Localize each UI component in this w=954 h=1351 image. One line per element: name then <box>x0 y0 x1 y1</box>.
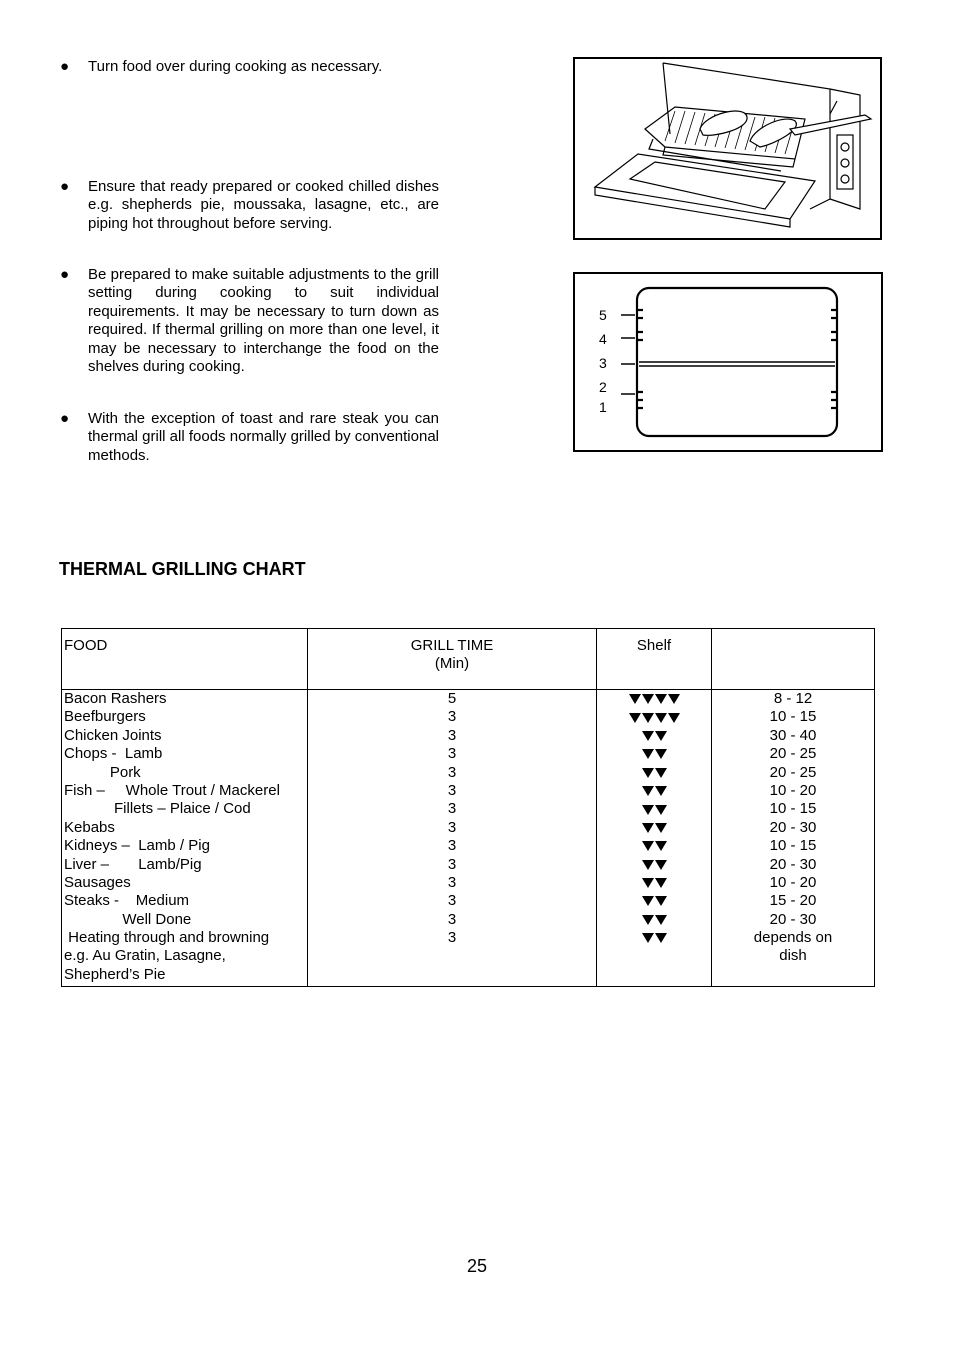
shelf-column <box>597 690 712 987</box>
shelf-marker <box>597 708 711 726</box>
header-empty <box>712 629 875 690</box>
shelf-marker <box>597 837 711 855</box>
time-value: 8 - 12 <box>773 690 813 707</box>
level-value: 3 <box>447 837 457 855</box>
triangle-icon <box>642 786 654 796</box>
food-line: Heating through and browning <box>64 929 270 947</box>
shelf-marker <box>597 929 711 947</box>
level-value: 3 <box>447 892 457 910</box>
food-line: Fish – Whole Trout / Mackerel <box>64 781 280 799</box>
triangle-icon <box>655 805 667 815</box>
thermal-grilling-table <box>61 628 875 987</box>
triangle-icon <box>668 694 680 704</box>
food-line: Liver – Lamb/Pig <box>64 855 202 873</box>
header-food: FOOD <box>62 629 308 690</box>
triangle-icon <box>655 933 667 943</box>
food-line: Sausages <box>64 873 131 891</box>
table-row <box>62 690 875 987</box>
time-value: 10 - 20 <box>769 873 817 891</box>
level-value: 3 <box>447 800 457 818</box>
shelf-marker <box>597 764 711 782</box>
triangle-icon <box>668 713 680 723</box>
food-line: Pork <box>64 763 141 781</box>
shelf-position-diagram <box>573 272 883 452</box>
shelf-marker <box>597 911 711 929</box>
food-line: Chicken Joints <box>64 726 162 744</box>
level-value: 3 <box>447 855 457 873</box>
triangle-icon <box>642 713 654 723</box>
oven-knob-icon <box>841 159 849 167</box>
level-value: 3 <box>447 929 457 947</box>
shelf-diagram-drawing <box>575 274 881 450</box>
triangle-icon <box>655 786 667 796</box>
time-value: 10 - 15 <box>769 708 817 726</box>
page-number: 25 <box>466 1256 488 1276</box>
level-value: 3 <box>447 708 457 726</box>
shelf-marker <box>597 782 711 800</box>
food-line: Well Done <box>64 910 192 928</box>
bullet-text: Be prepared to make suitable adjustments to the grill setting during cooking to suit individual requirements. It may be necessary to turn down as required. If thermal grilling on more than one level, it may be necessary to interchange the food on the shelves during cooking. <box>88 266 439 376</box>
oven-grill-illustration <box>573 57 882 240</box>
triangle-icon <box>655 749 667 759</box>
triangle-icon <box>655 915 667 925</box>
food-line: Beefburgers <box>64 708 146 726</box>
time-value: 15 - 20 <box>769 892 817 910</box>
triangle-icon <box>655 878 667 888</box>
time-value: 20 - 30 <box>769 818 817 836</box>
triangle-icon <box>642 805 654 815</box>
header-grill-time-unit: (Min) <box>434 655 470 673</box>
bullet-dot: ● <box>60 178 70 195</box>
level-value: 3 <box>447 745 457 763</box>
bullet-dot: ● <box>60 58 70 75</box>
triangle-icon <box>642 878 654 888</box>
header-shelf: Shelf <box>597 629 712 690</box>
triangle-icon <box>642 694 654 704</box>
level-value: 3 <box>447 763 457 781</box>
time-value: 20 - 25 <box>769 763 817 781</box>
food-line: Kebabs <box>64 818 115 836</box>
time-value: 10 - 15 <box>769 800 817 818</box>
oven-knob-icon <box>841 175 849 183</box>
header-grill-time-label: GRILL TIME <box>410 637 494 654</box>
shelf-marker <box>597 856 711 874</box>
level-value: 3 <box>447 910 457 928</box>
triangle-icon <box>629 713 641 723</box>
level-value: 3 <box>447 726 457 744</box>
food-column <box>62 690 308 987</box>
shelf-label: 3 <box>599 355 607 371</box>
shelf-label: 2 <box>599 379 607 395</box>
time-value: 10 - 20 <box>769 781 817 799</box>
shelf-marker <box>597 800 711 818</box>
triangle-icon <box>642 731 654 741</box>
food-line: Bacon Rashers <box>64 690 167 707</box>
food-line: e.g. Au Gratin, Lasagne, <box>64 947 226 965</box>
shelf-label: 5 <box>599 307 607 323</box>
time-value: 20 - 30 <box>769 910 817 928</box>
time-value: 10 - 15 <box>769 837 817 855</box>
shelf-label: 1 <box>599 399 607 415</box>
triangle-icon <box>642 915 654 925</box>
triangle-icon <box>642 841 654 851</box>
bullet-text: Ensure that ready prepared or cooked chilled dishes e.g. shepherds pie, moussaka, lasagne, etc., are piping hot throughout before serving. <box>88 178 439 232</box>
level-value: 3 <box>447 873 457 891</box>
table-header-row <box>62 629 875 690</box>
time-value: depends on <box>753 929 833 947</box>
shelf-marker <box>597 727 711 745</box>
bullet-text: With the exception of toast and rare steak you can thermal grill all foods normally grilled by conventional methods. <box>88 410 439 464</box>
header-grill-time <box>308 629 597 690</box>
food-line: Steaks - Medium <box>64 892 190 910</box>
food-line: Fillets – Plaice / Cod <box>64 800 251 818</box>
time-value: 20 - 30 <box>769 855 817 873</box>
triangle-icon <box>642 749 654 759</box>
level-value: 3 <box>447 818 457 836</box>
oven-knob-icon <box>841 143 849 151</box>
level-column <box>308 690 597 987</box>
triangle-icon <box>655 896 667 906</box>
shelf-marker <box>597 819 711 837</box>
food-line: Shepherd’s Pie <box>64 965 166 983</box>
triangle-icon <box>655 713 667 723</box>
shelf-marker <box>597 690 711 708</box>
bullet-text: Turn food over during cooking as necessary. <box>88 58 383 75</box>
bullet-dot: ● <box>60 266 70 283</box>
triangle-icon <box>655 841 667 851</box>
time-value: 30 - 40 <box>769 726 817 744</box>
oven-drawing <box>575 59 880 238</box>
time-value: 20 - 25 <box>769 745 817 763</box>
time-value: dish <box>779 947 807 965</box>
triangle-icon <box>655 694 667 704</box>
time-column <box>712 690 875 987</box>
triangle-icon <box>655 731 667 741</box>
triangle-icon <box>655 860 667 870</box>
triangle-icon <box>642 933 654 943</box>
food-line: Kidneys – Lamb / Pig <box>64 837 210 855</box>
triangle-icon <box>629 694 641 704</box>
triangle-icon <box>655 823 667 833</box>
level-value: 3 <box>447 781 457 799</box>
triangle-icon <box>642 768 654 778</box>
triangle-icon <box>655 768 667 778</box>
shelf-marker <box>597 874 711 892</box>
shelf-label: 4 <box>599 331 607 347</box>
triangle-icon <box>642 860 654 870</box>
chart-title: THERMAL GRILLING CHART <box>59 559 306 579</box>
shelf-marker <box>597 745 711 763</box>
level-value: 5 <box>447 690 457 707</box>
food-line: Chops - Lamb <box>64 745 163 763</box>
triangle-icon <box>642 823 654 833</box>
triangle-icon <box>642 896 654 906</box>
shelf-marker <box>597 892 711 910</box>
bullet-dot: ● <box>60 410 70 427</box>
